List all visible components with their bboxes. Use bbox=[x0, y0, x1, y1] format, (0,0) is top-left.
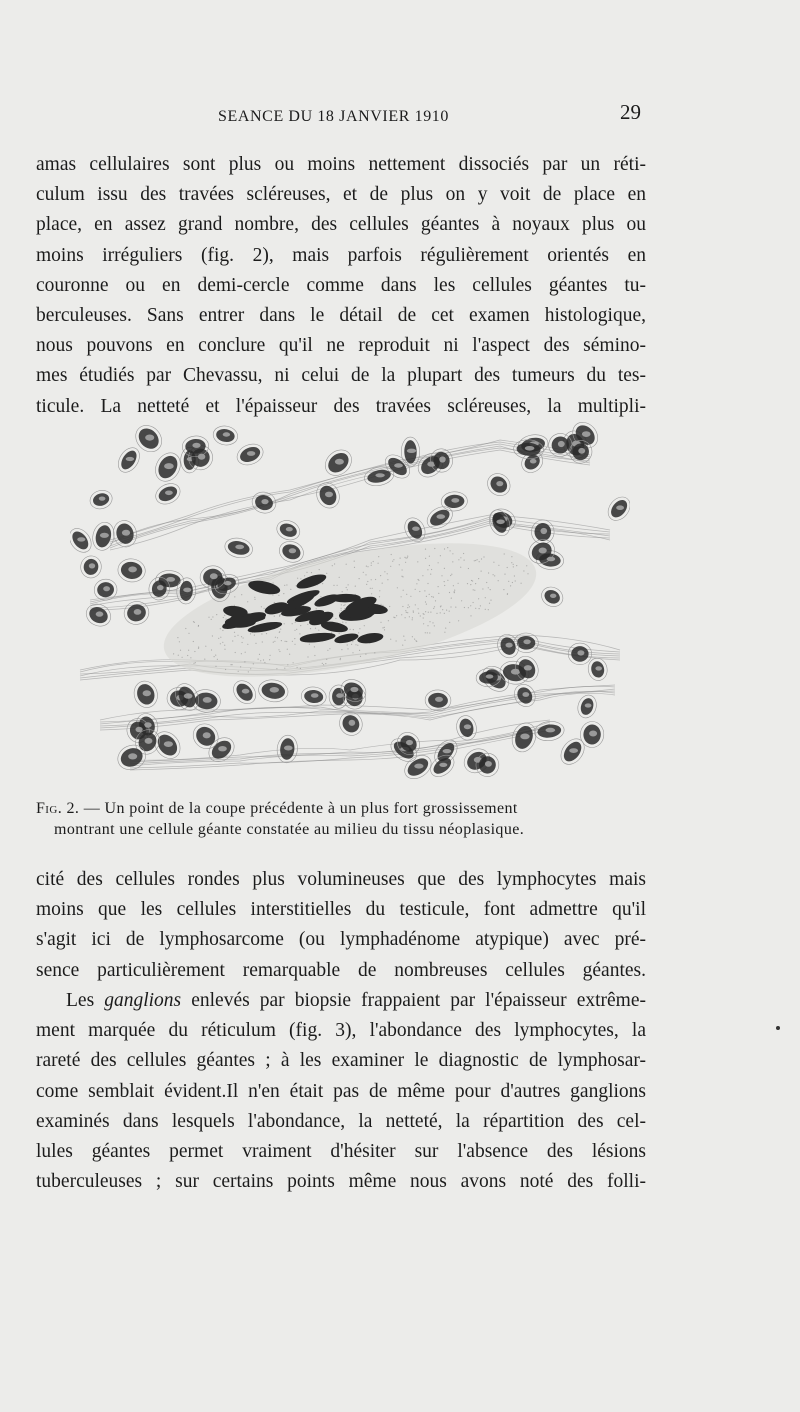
text-line: couronne ou en demi-cercle comme dans les cellules géantes tu- bbox=[36, 274, 646, 296]
histology-figure bbox=[70, 420, 630, 785]
text-line: amas cellulaires sont plus ou moins nettement dissociés par un réti- bbox=[36, 154, 646, 175]
figure-caption bbox=[36, 798, 646, 840]
text-line: cité des cellules rondes plus volumineuses que des lymphocytes mais bbox=[36, 869, 646, 890]
text-line: s'agit ici de lymphosarcome (ou lymphadénome atypique) avec pré- bbox=[36, 929, 646, 951]
lead-suffix: enlevés par biopsie frappaient par l'épaisseur extrême- bbox=[181, 990, 646, 1011]
text-line: lules géantes permet vraiment d'hésiter sur l'absence des lésions bbox=[36, 1141, 646, 1163]
text-line: come semblait évident.Il n'en était pas de même pour d'autres ganglions bbox=[36, 1080, 646, 1102]
lead-prefix: Les bbox=[66, 990, 105, 1011]
paragraph-1 bbox=[36, 150, 646, 422]
text-line: culum issu des travées scléreuses, et de plus on y voit de place en bbox=[36, 184, 646, 206]
caption-text-2: montrant une cellule géante constatée au milieu du tissu néoplasique. bbox=[54, 821, 525, 838]
caption-text-1: — Un point de la coupe précédente à un plus fort grossissement bbox=[79, 800, 518, 817]
text-line: ticule. La netteté et l'épaisseur des travées scléreuses, la multipli- bbox=[36, 395, 646, 417]
paragraph-3 bbox=[36, 986, 646, 1197]
page-number: 29 bbox=[620, 100, 641, 124]
text-line: place, en assez grand nombre, des cellules géantes à noyaux plus ou bbox=[36, 214, 646, 236]
lead-italic: ganglions bbox=[104, 990, 182, 1011]
running-head: SEANCE DU 18 JANVIER 1910 bbox=[218, 108, 449, 125]
text-line: ment marquée du réticulum (fig. 3), l'abondance des lymphocytes, la bbox=[36, 1020, 646, 1042]
paragraph-2 bbox=[36, 865, 646, 986]
margin-dot bbox=[776, 1026, 780, 1030]
text-line: mes étudiés par Chevassu, ni celui de la plupart des tumeurs du tes- bbox=[36, 365, 646, 387]
text-line: rareté des cellules géantes ; à les examiner le diagnostic de lymphosar- bbox=[36, 1050, 646, 1072]
text-line: nous pouvons en conclure qu'il ne reproduit ni l'aspect des sémino- bbox=[36, 335, 646, 357]
text-line: tuberculeuses ; sur certains points même nous avons noté des folli- bbox=[36, 1171, 646, 1193]
text-line: examinés dans lesquels l'abondance, la netteté, la répartition des cel- bbox=[36, 1110, 646, 1132]
figure-label: Fig. 2. bbox=[36, 800, 80, 817]
text-line: berculeuses. Sans entrer dans le détail de cet examen histologique, bbox=[36, 305, 646, 327]
text-line: moins irréguliers (fig. 2), mais parfois régulièrement orientés en bbox=[36, 244, 646, 266]
text-line: sence particulièrement remarquable de nombreuses cellules géantes. bbox=[36, 959, 646, 981]
text-line bbox=[36, 986, 646, 1016]
text-line: moins que les cellules interstitielles du testicule, font admettre qu'il bbox=[36, 899, 646, 921]
